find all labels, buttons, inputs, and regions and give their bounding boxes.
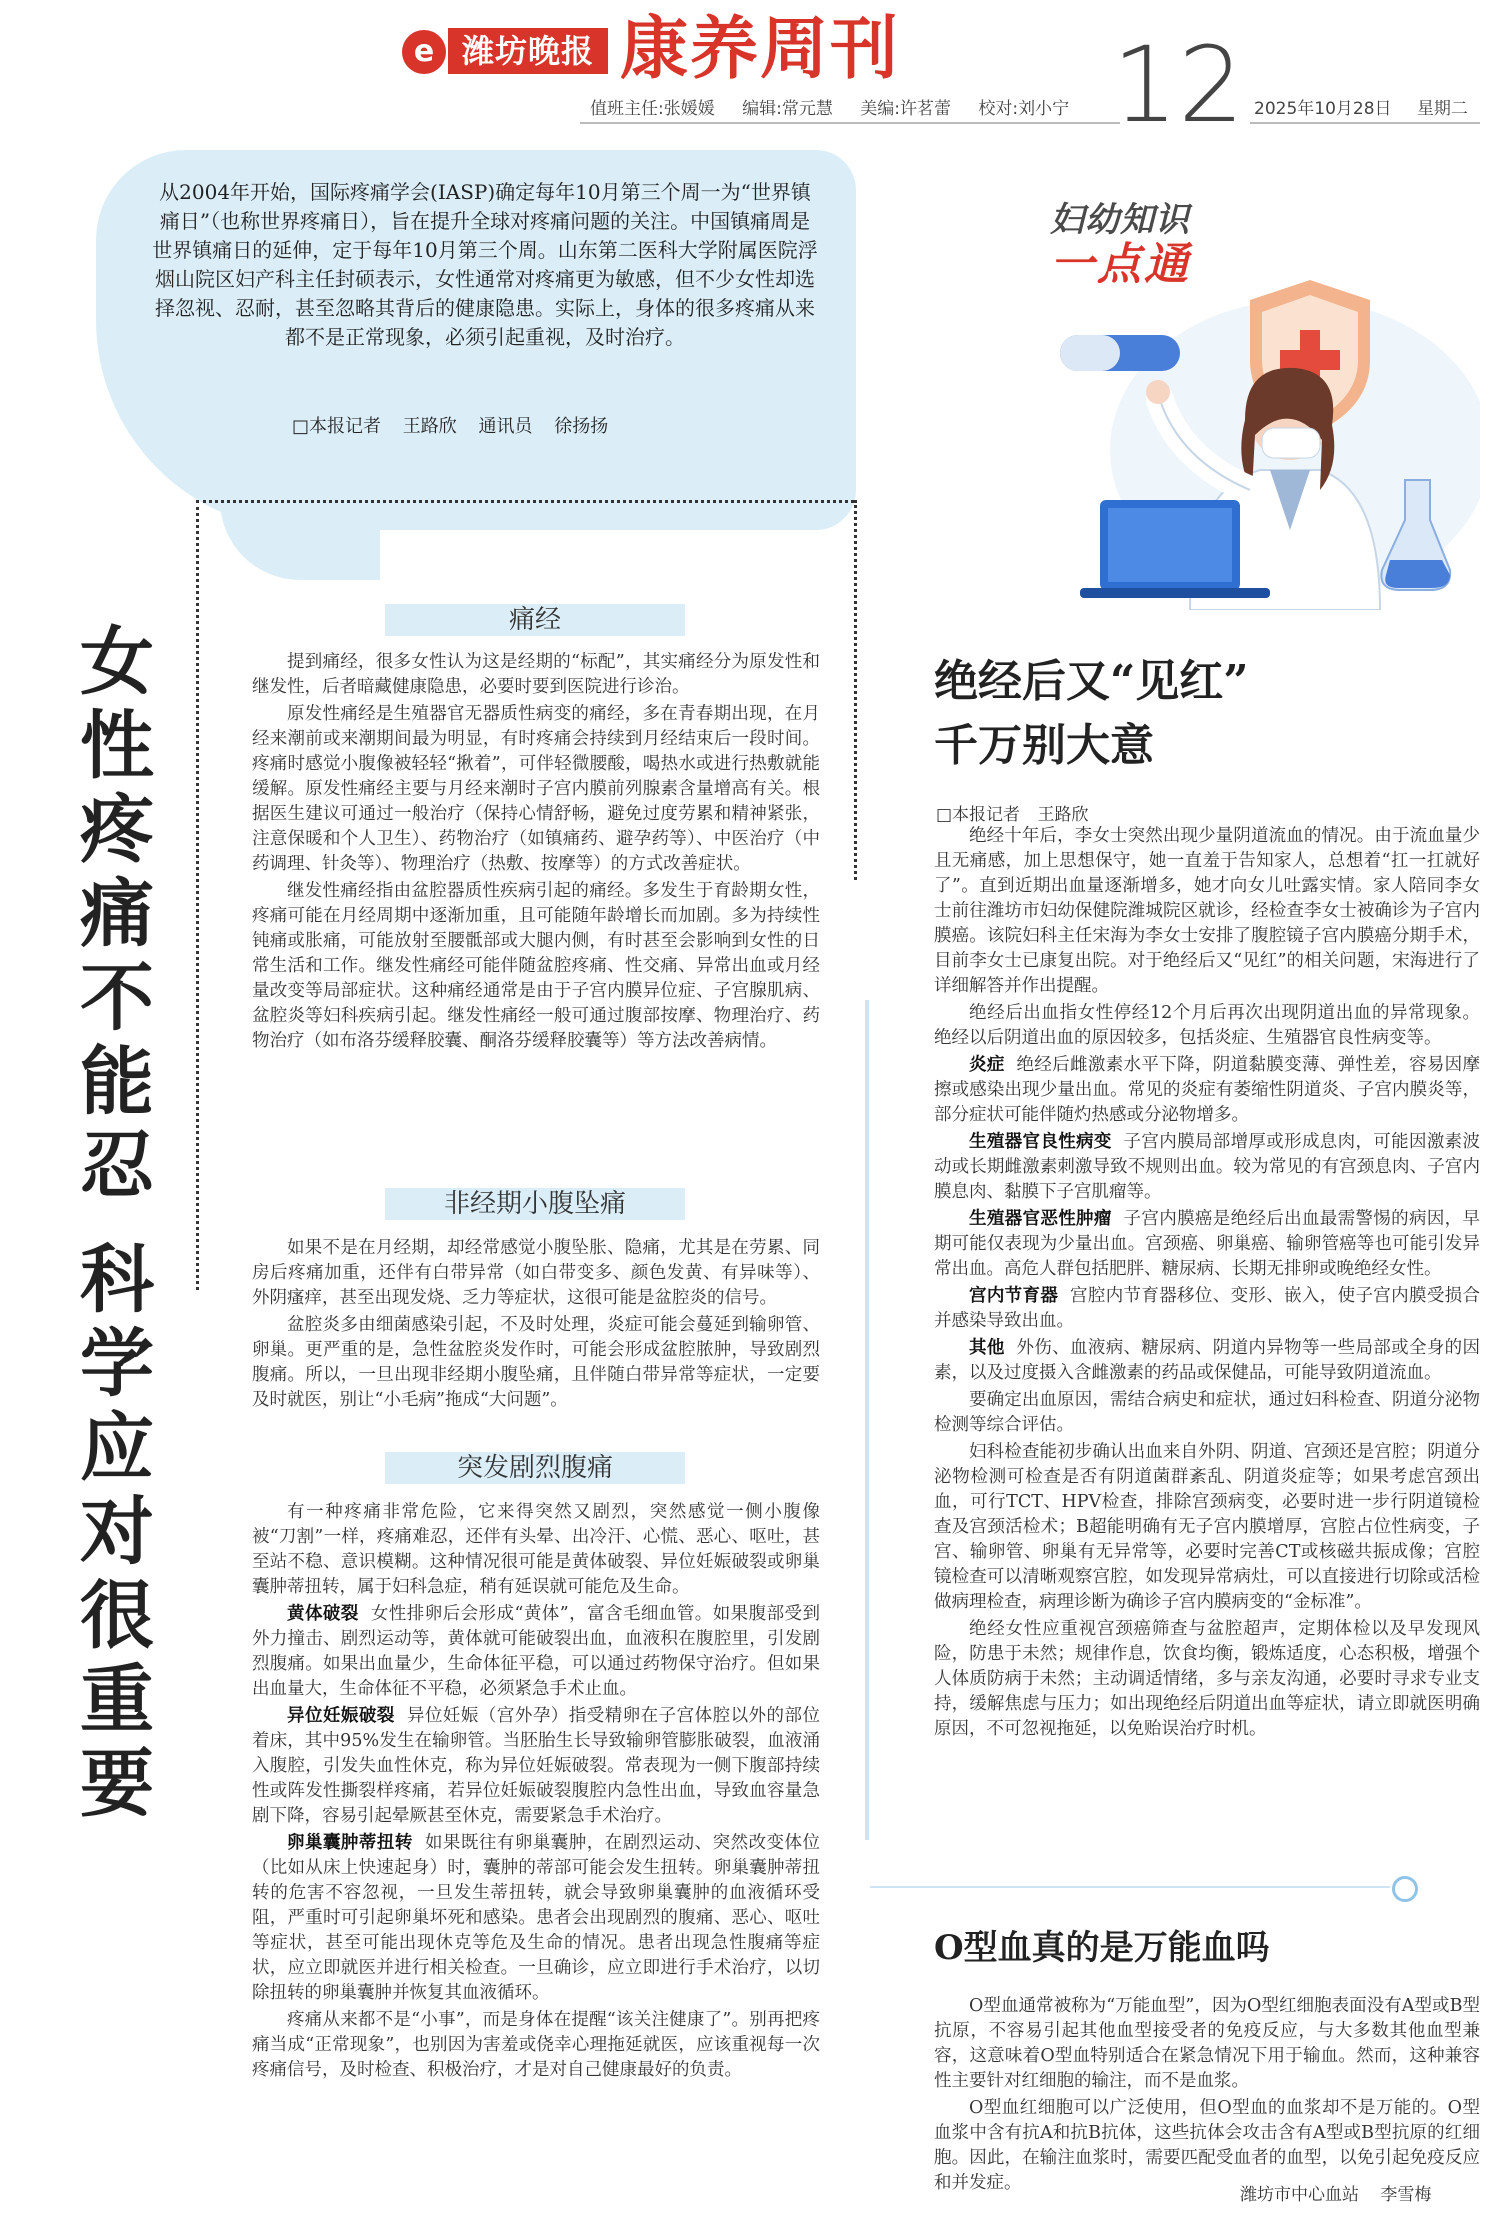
paragraph: 继发性痛经指由盆腔器质性疾病引起的痛经。多发生于育龄期女性，疼痛可能在月经周期中逐渐加重，且可能随年龄增长而加剧。多为持续性钝痛或胀痛，可能放射至腰骶部或大腿内侧，有时甚至会影响到女性的日常生活和工作。继发性痛经可能伴随盆腔疼痛、性交痛、异常出血或月经量改变等局部症状。这种痛经通常是由于子宫内膜异位症、子宫腺肌病、盆腔炎等妇科疾病引起。继发性痛经一般可通过腹部按摩、物理治疗、药物治疗（如布洛芬缓释胶囊、酮洛芬缓释胶囊等）等方法改善病情。 [252,881,820,1051]
dotted-frame-left [196,500,199,1290]
paragraph: 绝经十年后，李女士突然出现少量阴道流血的情况。由于流血量少且无痛感，加上思想保守，她一直羞于告知家人，总想着“扛一扛就好了”。直到近期出血量逐渐增多，她才向女儿吐露实情。家人陪同李女士前往潍坊市妇幼保健院潍城院区就诊，经检查李女士被确诊为子宫内膜癌。该院妇科主任宋海为李女士安排了腹腔镜子宫内膜癌分期手术，目前李女士已康复出院。对于绝经后又“见红”的相关问题，宋海进行了详细解答并作出提醒。 [934,826,1480,996]
intro-bubble-tail [220,500,380,580]
paragraph-text: 子宫内膜局部增厚或形成息肉，可能因激素波动或长期雌激素刺激导致不规则出血。较为常见的有宫颈息肉、子宫内膜息肉、黏膜下子宫肌瘤等。 [934,1132,1481,1202]
paragraph-text: 宫腔内节育器移位、变形、嵌入，使子宫内膜受损合并感染导致出血。 [934,1286,1480,1331]
paragraph: 绝经女性应重视宫颈癌筛查与盆腔超声，定期体检以及早发现风险，防患于未然；规律作息，饮食均衡，锻炼适度，心态积极，增强个人体质防病于未然；主动调适情绪，多与亲友沟通，必要时寻求专业支持，缓解焦虑与压力；如出现绝经后阴道出血等症状，请立即就医明确原因，不可忽视拖延，以免贻误治疗时机。 [934,1619,1480,1739]
article-title-line: 绝经后又“见红” [934,656,1249,707]
paragraph: 有一种疼痛非常危险，它来得突然又剧烈，突然感觉一侧小腹像被“刀割”一样，疼痛难忍，还伴有头晕、出冷汗、心慌、恶心、呕吐，甚至站不稳、意识模糊。这种情况很可能是黄体破裂、异位妊娠破裂或卵巢囊肿蒂扭转，属于妇科急症，稍有延误就可能危及生命。 [252,1502,820,1597]
paragraph: O型血通常被称为“万能血型”，因为O型红细胞表面没有A型或B型抗原，不容易引起其他血型接受者的免疫反应，与大多数其他血型兼容，这意味着O型血特别适合在紧急情况下用于输血。然而，这种兼容性主要针对红细胞的输注，而不是血浆。 [934,1996,1480,2091]
paragraph-text: 绝经后雌激素水平下降，阴道黏膜变薄、弹性差，容易因摩擦或感染出现少量出血。常见的炎症有萎缩性阴道炎、子宫内膜炎等，部分症状可能伴随灼热感或分泌物增多。 [934,1055,1480,1125]
paragraph-text: 异位妊娠（宫外孕）指受精卵在子宫体腔以外的部位着床，其中95%发生在输卵管。当胚胎生长导致输卵管膨胀破裂，血液涌入腹腔，引发失血性休克，称为异位妊娠破裂。常表现为一侧下腹部持续性或阵发性撕裂样疼痛，若异位妊娠破裂腹腔内急性出血，导致血容量急剧下降，容易引起晕厥甚至休克，需要紧急手术治疗。 [252,1706,820,1826]
credit-duty-director: 值班主任:张媛媛 [590,99,715,119]
paragraph [934,1207,1480,1282]
section-heading-dysmenorrhea: 痛经 [385,604,685,636]
headline-char: 忍 [80,1123,154,1209]
paragraph: 原发性痛经是生殖器官无器质性病变的痛经，多在青春期出现，在月经来潮前或来潮期间最为明显，有时疼痛会持续到月经结束后一段时间。疼痛时感觉小腹像被轻轻“揪着”，可伴轻微腰酸，喝热水或进行热敷就能缓解。原发性痛经主要与月经来潮时子宫内膜前列腺素含量增高有关。根据医生建议可通过一般治疗（保持心情舒畅，避免过度劳累和精神紧张，注意保暖和个人卫生）、药物治疗（如镇痛药、避孕药等）、中医治疗（中药调理、针灸等）、物理治疗（热敷、按摩等）的方式改善症状。 [252,704,820,874]
paragraph-text: 子宫内膜癌是绝经后出血最需警惕的病因，早期可能仅表现为少量出血。宫颈癌、卵巢癌、输卵管癌等也可能引发异常出血。高危人群包括肥胖、糖尿病、长期无排卵或晚绝经女性。 [934,1209,1481,1279]
divider-horizontal [870,1886,1390,1888]
intro-byline [292,412,624,438]
subheading: 其他 [969,1338,1005,1358]
paragraph: 疼痛从来都不是“小事”，而是身体在提醒“该关注健康了”。别再把疼痛当成“正常现象”，也别因为害羞或侥幸心理拖延就医，应该重视每一次疼痛信号，及时检查、积极治疗，才是对自己健康最好的负责。 [252,2010,820,2080]
subheading: 黄体破裂 [287,1604,359,1624]
article-body-postmenopausal [934,824,1480,1744]
byline-correspondent-label: 通讯员 [478,416,533,437]
headline-char: 疼 [80,787,154,873]
badge-line-1: 妇幼知识 [1050,200,1190,240]
section-heading-pelvic-pain: 非经期小腹坠痛 [385,1188,685,1220]
headline-char: 很 [80,1573,154,1659]
newspaper-logo-icon: e [402,30,446,74]
subheading: 宫内节育器 [969,1286,1059,1306]
header-divider-left [580,122,1120,124]
newspaper-name: 潍坊晚报 [448,28,608,74]
paragraph: O型血红细胞可以广泛使用，但O型血的血浆却不是万能的。O型血浆中含有抗A和抗B抗体，这些抗体会攻击含有A型或B型抗原的红细胞。因此，在输注血浆时，需要匹配受血者的血型，以免引起免疫反应和并发症。 [934,2098,1480,2193]
byline-correspondent: 徐扬扬 [554,416,609,437]
paragraph: 盆腔炎多由细菌感染引起，不及时处理，炎症可能会蔓延到输卵管、卵巢。更严重的是，急性盆腔炎发作时，可能会形成盆腔脓肿，导致剧烈腹痛。所以，一旦出现非经期小腹坠痛，且伴随白带异常等症状，一定要及时就医，别让“小毛病”拖成“大问题”。 [252,1315,820,1410]
headline-char: 痛 [80,871,154,957]
section-body-dysmenorrhea [252,650,820,1056]
headline-char: 能 [80,1039,154,1125]
article-source [1240,2180,1447,2205]
paragraph [252,1831,820,2006]
headline-char: 性 [80,703,154,789]
source-organization: 潍坊市中心血站 [1240,2185,1359,2205]
paragraph: 如果不是在月经期，却经常感觉小腹坠胀、隐痛，尤其是在劳累、同房后疼痛加重，还伴有白带异常（如白带变多、颜色发黄、有异味等）、外阴瘙痒，甚至出现发烧、乏力等症状，这很可能是盆腔炎的信号。 [252,1238,820,1308]
badge-line-2: 一点通 [1050,239,1191,290]
byline-reporter: 王路欣 [402,416,457,437]
article-title-line: 千万别大意 [934,720,1154,771]
headline-char: 重 [80,1657,154,1743]
dotted-frame-right [854,500,857,880]
byline-label: □本报记者 [936,805,1021,825]
subheading: 生殖器官恶性肿瘤 [969,1209,1112,1229]
paragraph [934,1284,1480,1334]
credit-art-editor: 美编:许茗蕾 [860,99,952,119]
headline-char: 不 [80,955,154,1041]
credit-editor: 编辑:常元慧 [742,99,833,119]
section-heading-acute-pain: 突发剧烈腹痛 [385,1452,685,1484]
byline-label: □本报记者 [292,416,382,437]
subheading: 炎症 [969,1055,1005,1075]
section-body-acute-pain [252,1500,820,2085]
doctor-illustration [1040,250,1480,610]
column-divider [865,1000,869,1840]
article-body-o-blood [934,1994,1480,2198]
headline-char: 女 [80,619,154,705]
subheading: 卵巢囊肿蒂扭转 [287,1833,413,1853]
source-author: 李雪梅 [1380,2185,1432,2205]
paragraph [252,1602,820,1702]
article-byline [936,800,1100,825]
section-body-pelvic-pain [252,1236,820,1415]
paragraph: 要确定出血原因，需结合病史和症状，通过妇科检查、阴道分泌物检测等综合评估。 [934,1390,1480,1435]
dateline [1254,94,1488,119]
dotted-frame-top [196,500,854,503]
subheading: 异位妊娠破裂 [287,1706,395,1726]
headline-char: 要 [80,1741,154,1827]
article-title-o-blood: O型血真的是万能血吗 [934,1928,1270,1968]
divider-end-circle [1392,1876,1418,1902]
paragraph-text: 外伤、血液病、糖尿病、阴道内异物等一些局部或全身的因素，以及过度摄入含雌激素的药品或保健品，可能导致阴道流血。 [934,1338,1480,1383]
page-number: 12 [1112,24,1245,146]
byline-reporter: 王路欣 [1037,805,1089,825]
header-divider-right [1250,122,1480,124]
paragraph-text: 女性排卵后会形成“黄体”，富含毛细血管。如果腹部受到外力撞击、剧烈运动等，黄体就可能破裂出血，血液积在腹腔里，引发剧烈腹痛。如果出血量少，生命体征平稳，可以通过药物保守治疗。但如果出血量大，生命体征不平稳，必须紧急手术止血。 [252,1604,820,1699]
paragraph: 妇科检查能初步确认出血来自外阴、阴道、宫颈还是宫腔；阴道分泌物检测可检查是否有阴道菌群紊乱、阴道炎症等；如果考虑宫颈出血，可行TCT、HPV检查，排除宫颈病变，必要时进一步行阴道镜检查及宫颈活检术；B超能明确有无子宫内膜增厚，宫腔占位性病变，子宫、输卵管、卵巢有无异常等，必要时完善CT或核磁共振成像；宫腔镜检查可以清晰观察宫腔，如发现异常病灶，可以直接进行切除或活检做病理检查，病理诊断为确诊子宫内膜病变的“金标准”。 [934,1442,1480,1612]
paragraph-text: 如果既往有卵巢囊肿，在剧烈运动、突然改变体位（比如从床上快速起身）时，囊肿的蒂部可能会发生扭转。卵巢囊肿蒂扭转的危害不容忽视，一旦发生蒂扭转，就会导致卵巢囊肿的血液循环受阻，严重时可引起卵巢坏死和感染。患者会出现剧烈的腹痛、恶心、呕吐等症状，甚至可能出现休克等危及生命的情况。患者出现急性腹痛等症状，应立即就医并进行相关检查。一旦确诊，应立即进行手术治疗，以切除扭转的卵巢囊肿并恢复其血液循环。 [252,1833,821,2003]
issue-date: 2025年10月28日 [1254,99,1392,119]
paragraph: 绝经后出血指女性停经12个月后再次出现阴道出血的异常现象。绝经以后阴道出血的原因较多，包括炎症、生殖器官良性病变等。 [934,1003,1480,1048]
article-title-postmenopausal [934,650,1249,778]
editor-credits [590,94,1091,119]
paragraph [934,1336,1480,1386]
subheading: 生殖器官良性病变 [969,1132,1112,1152]
headline-char: 学 [80,1321,154,1407]
paragraph: 提到痛经，很多女性认为这是经期的“标配”，其实痛经分为原发性和继发性，后者暗藏健康隐患，必要时要到医院进行诊治。 [252,652,820,697]
paragraph [252,1704,820,1829]
intro-text: 从2004年开始，国际疼痛学会(IASP)确定每年10月第三个周一为“世界镇痛日”（也称世界疼痛日），旨在提升全球对疼痛问题的关注。中国镇痛周是世界镇痛日的延伸，定于每年10月第三个周。山东第二医科大学附属医院浮烟山院区妇产科主任封硕表示，女性通常对疼痛更为敏感，但不少女性却选择忽视、忍耐，甚至忽略其背后的健康隐患。实际上，身体的很多疼痛从来都不是正常现象，必须引起重视，及时治疗。 [152,180,818,349]
paragraph [934,1130,1480,1205]
headline-char: 科 [80,1237,154,1323]
headline-char: 对 [80,1489,154,1575]
headline-char: 应 [80,1405,154,1491]
paragraph [934,1053,1480,1128]
credit-proofreader: 校对:刘小宁 [978,99,1070,119]
main-headline [72,620,162,1826]
issue-weekday: 星期二 [1416,99,1468,119]
supplement-title: 康养周刊 [620,10,901,89]
